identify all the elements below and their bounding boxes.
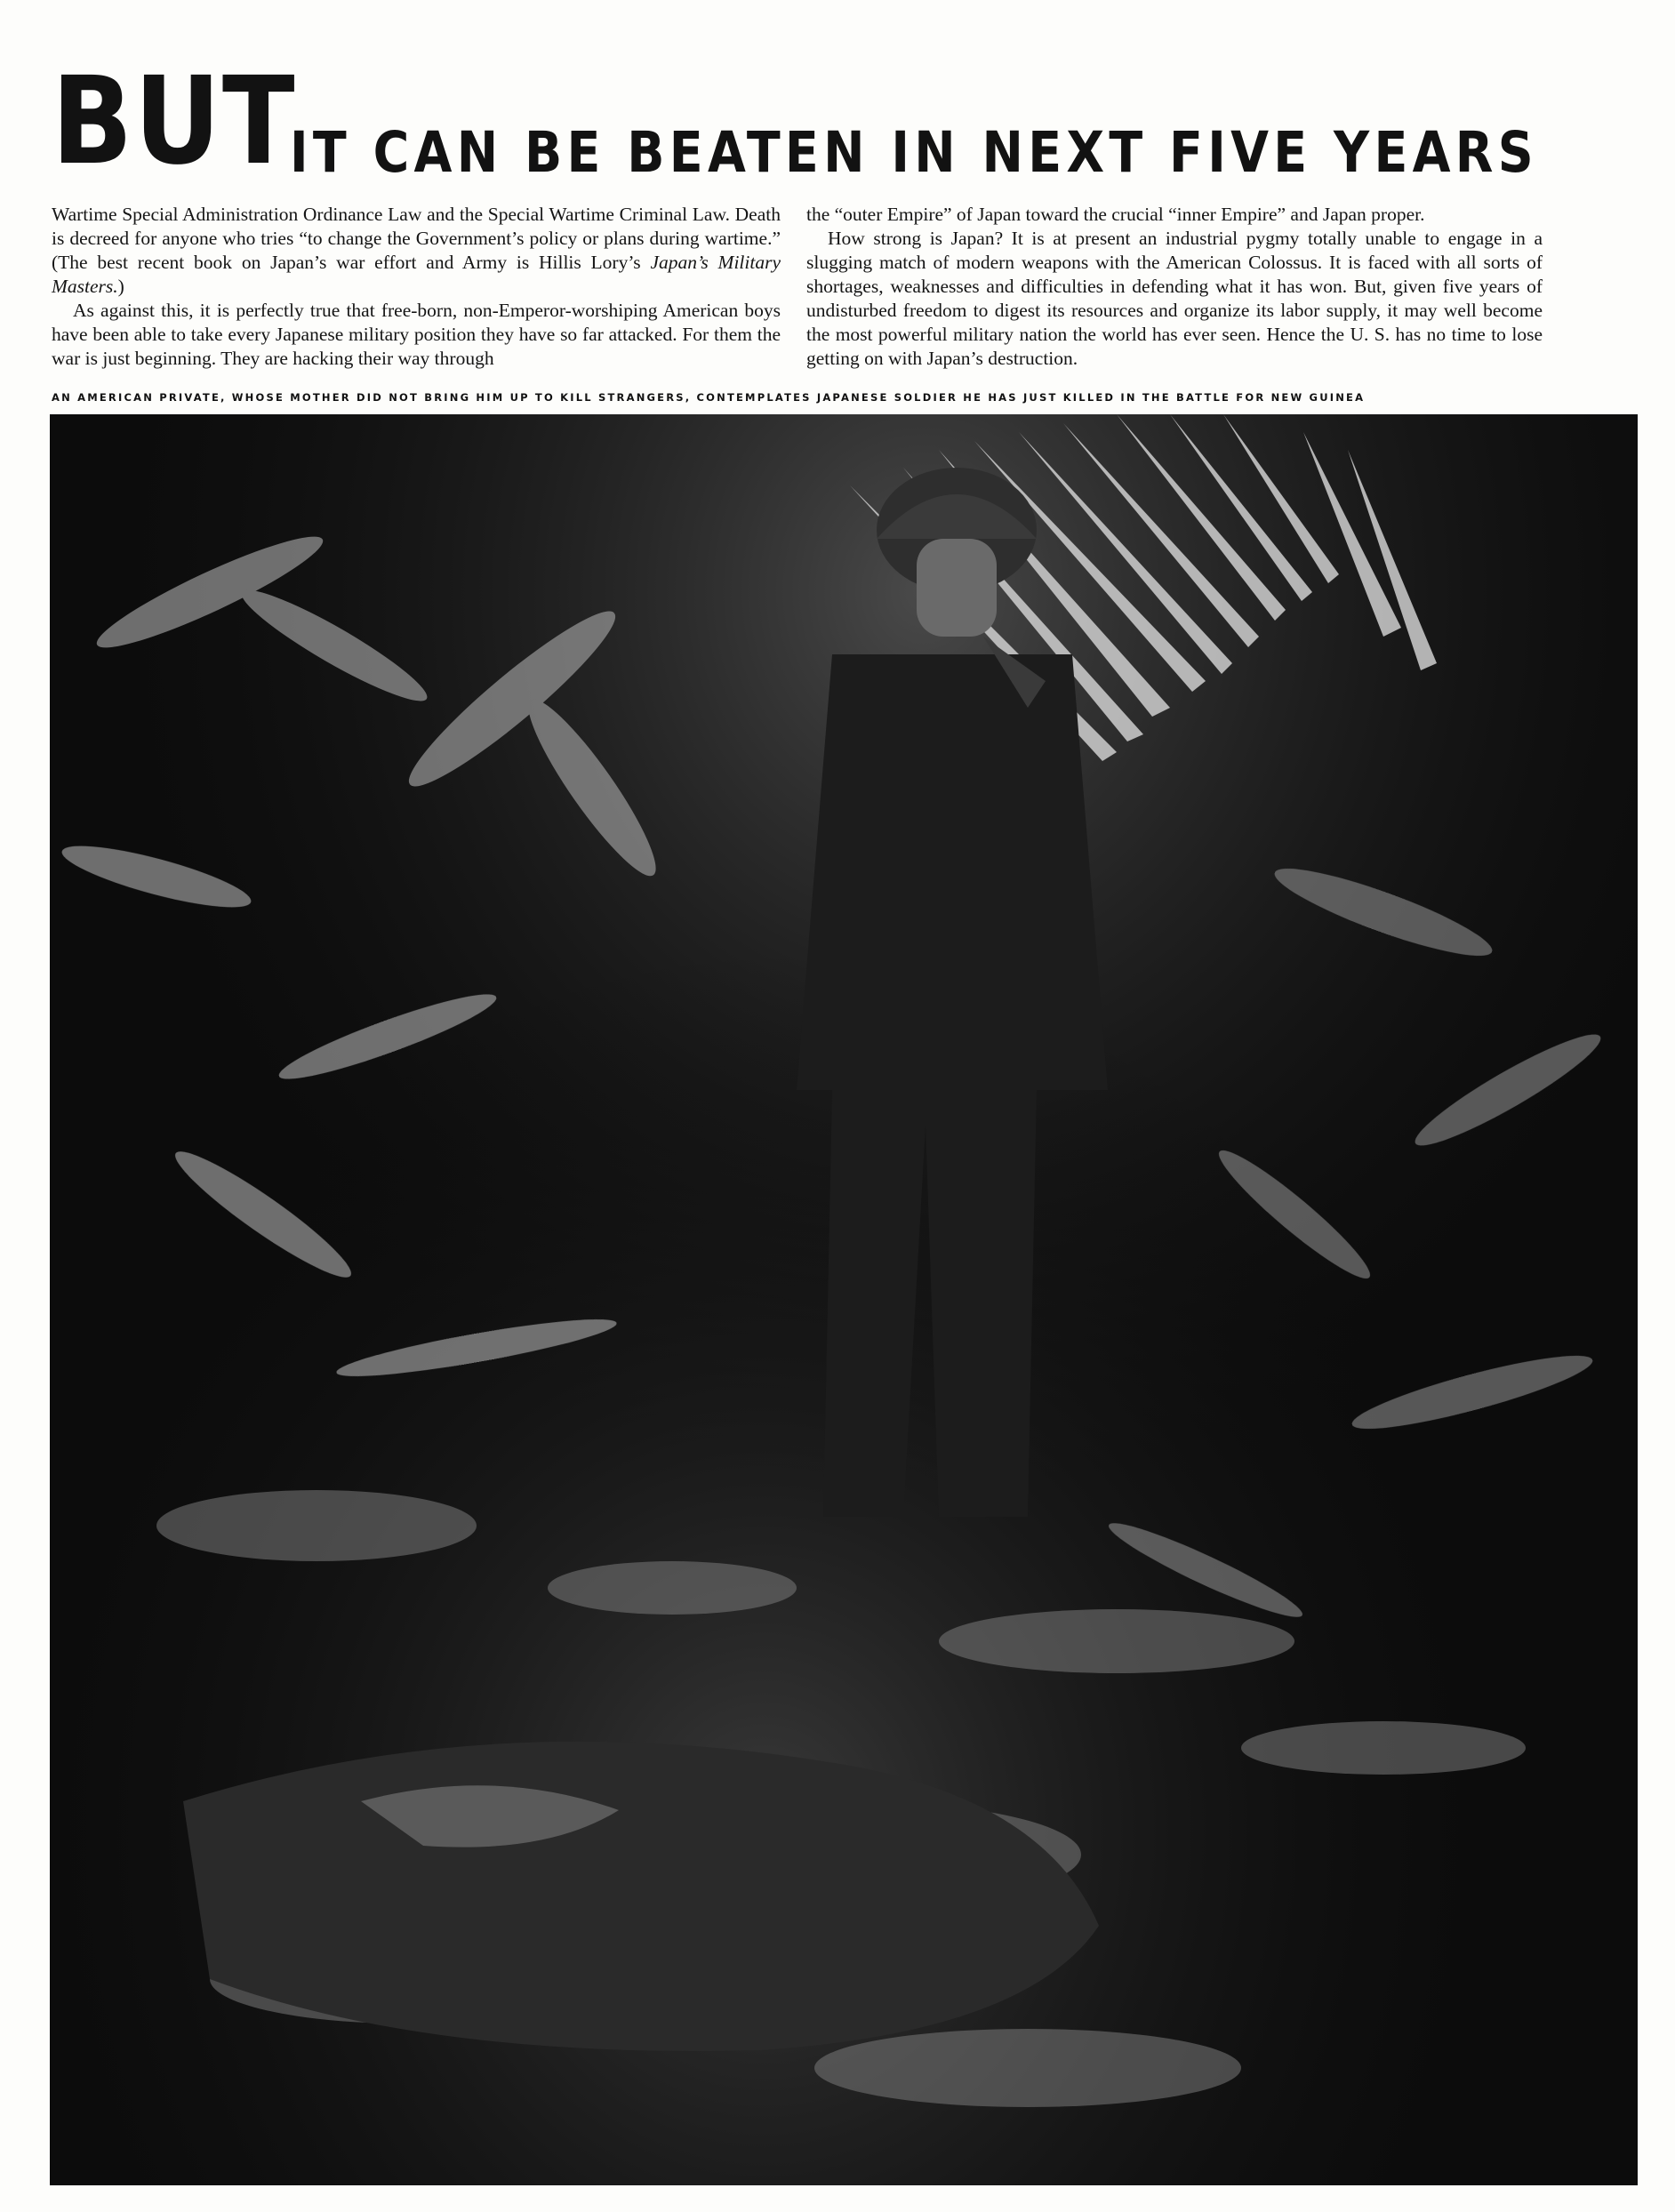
left-paragraph-1-text: Wartime Special Administration Ordinance Law and the Special Wartime Criminal Law. Death is decreed for anyone who tries “to change the Government’s policy or plans during wartime.” (The best recent book on Japan’s war effort and Army is Hillis Lory’s xyxy=(52,204,781,273)
jungle-photograph xyxy=(50,414,1638,2185)
right-text-column xyxy=(806,203,1543,371)
right-paragraph-2: How strong is Japan? It is at present an industrial pygmy totally unable to engage in a slugging match of modern weapons with the American Colossus. It is faced with all sorts of shortages, weaknesses and difficulties in defending what it has won. But, given five years of undisturbed freedom to digest its resources and organize its labor supply, it may well become the most powerful military nation the world has ever seen. Hence the U. S. has no time to lose getting on with Japan’s destruction. xyxy=(806,228,1543,369)
left-text-column xyxy=(52,203,781,371)
headline-subtitle: IT CAN BE BEATEN IN NEXT FIVE YEARS xyxy=(290,120,1538,185)
photo-caption: AN AMERICAN PRIVATE, WHOSE MOTHER DID NOT BRING HIM UP TO KILL STRANGERS, CONTEMPLATES JAPANESE SOLDIER HE HAS JUST KILLED IN THE BATTLE FOR NEW GUINEA xyxy=(52,391,1366,404)
left-paragraph-1 xyxy=(52,203,781,299)
left-paragraph-1-end: ) xyxy=(117,276,124,297)
right-paragraph-1: the “outer Empire” of Japan toward the crucial “inner Empire” and Japan proper. xyxy=(806,204,1425,225)
headline-lead: BUT xyxy=(52,52,297,192)
book-title: Japan’s Military Masters. xyxy=(52,252,781,297)
headline xyxy=(52,52,1545,192)
left-paragraph-2: As against this, it is perfectly true that free-born, non-Emperor-worshiping American boys have been able to take every Japanese military position they have so far attacked. For them the war is just beginning. They are hacking their way through xyxy=(52,300,781,369)
photo-illustration xyxy=(50,414,1638,2185)
